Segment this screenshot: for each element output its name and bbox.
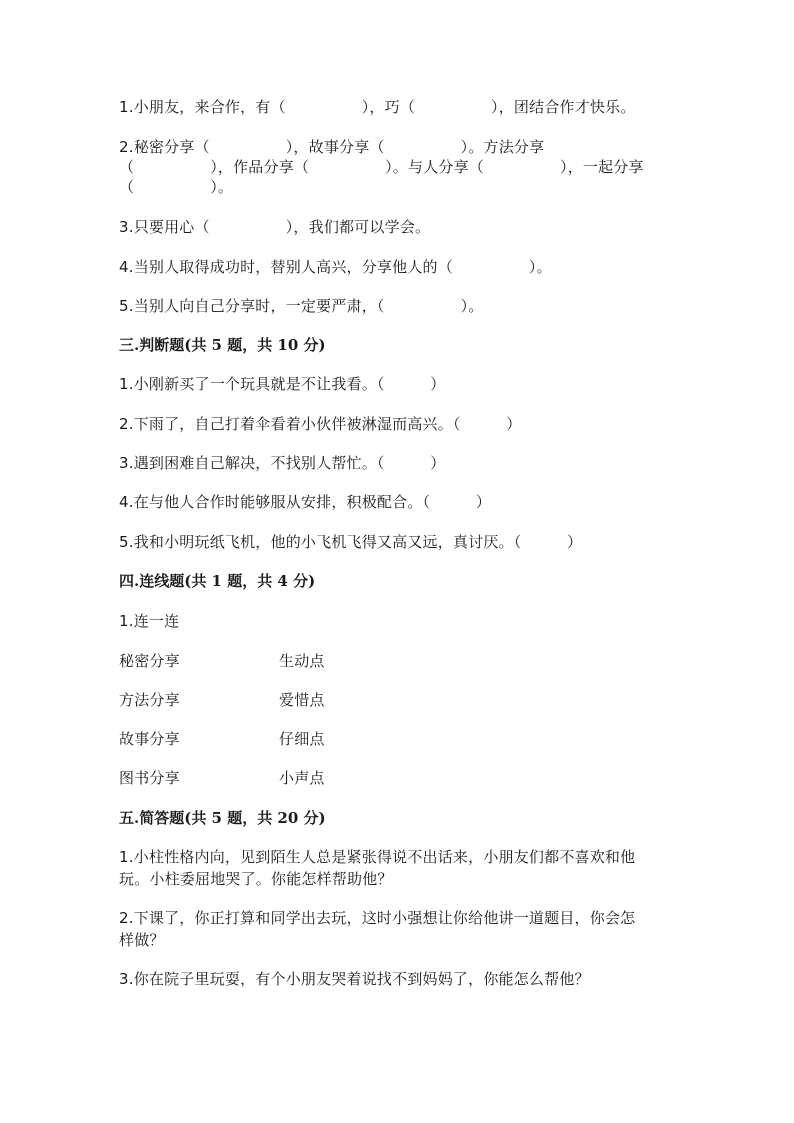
short-question-2-line-2: 样做？: [119, 931, 165, 949]
judge-section-title: 三.判断题(共 5 题，共 10 分): [119, 336, 326, 354]
match-right-item: 小声点: [279, 769, 325, 787]
short-question-3: 3.你在院子里玩耍，有个小朋友哭着说找不到妈妈了，你能怎么帮他？: [119, 970, 590, 988]
judge-question-1: 1.小刚新买了一个玩具就是不让我看。（ ）: [119, 375, 446, 393]
match-section-title: 四.连线题(共 1 题，共 4 分): [119, 572, 316, 590]
fill-question-3: 3.只要用心（ ），我们都可以学会。: [119, 218, 431, 236]
fill-question-4: 4.当别人取得成功时，替别人高兴，分享他人的（ ）。: [119, 258, 552, 276]
judge-question-4: 4.在与他人合作时能够服从安排，积极配合。（ ）: [119, 493, 492, 511]
judge-question-5: 5.我和小明玩纸飞机，他的小飞机飞得又高又远，真讨厌。（ ）: [119, 533, 583, 551]
fill-question-2-line-1: 2.秘密分享（ ），故事分享（ ）。方法分享: [119, 138, 545, 156]
short-question-1-line-2: 玩。小柱委屈地哭了。你能怎样帮助他？: [119, 870, 393, 888]
fill-question-1: 1.小朋友，来合作，有（ ），巧（ ），团结合作才快乐。: [119, 98, 636, 116]
match-right-item: 仔细点: [279, 730, 325, 748]
match-right-item: 生动点: [279, 652, 325, 670]
match-right-item: 爱惜点: [279, 691, 325, 709]
fill-question-5: 5.当别人向自己分享时，一定要严肃，（ ）。: [119, 297, 484, 315]
fill-question-2-line-2: （ ），作品分享（ ）。与人分享（ ），一起分享: [119, 158, 644, 176]
short-section-title: 五.简答题(共 5 题，共 20 分): [119, 809, 326, 827]
match-left-item: 故事分享: [119, 730, 180, 748]
judge-question-3: 3.遇到困难自己解决，不找别人帮忙。（ ）: [119, 454, 446, 472]
match-left-item: 图书分享: [119, 769, 180, 787]
match-left-item: 方法分享: [119, 691, 180, 709]
match-question-1: 1.连一连: [119, 612, 180, 630]
match-left-item: 秘密分享: [119, 652, 180, 670]
short-question-2-line-1: 2.下课了，你正打算和同学出去玩，这时小强想让你给他讲一道题目，你会怎: [119, 909, 636, 927]
short-question-1-line-1: 1.小柱性格内向，见到陌生人总是紧张得说不出话来，小朋友们都不喜欢和他: [119, 848, 636, 866]
fill-question-2-line-3: （ ）。: [119, 178, 234, 196]
judge-question-2: 2.下雨了，自己打着伞看着小伙伴被淋湿而高兴。（ ）: [119, 415, 522, 433]
